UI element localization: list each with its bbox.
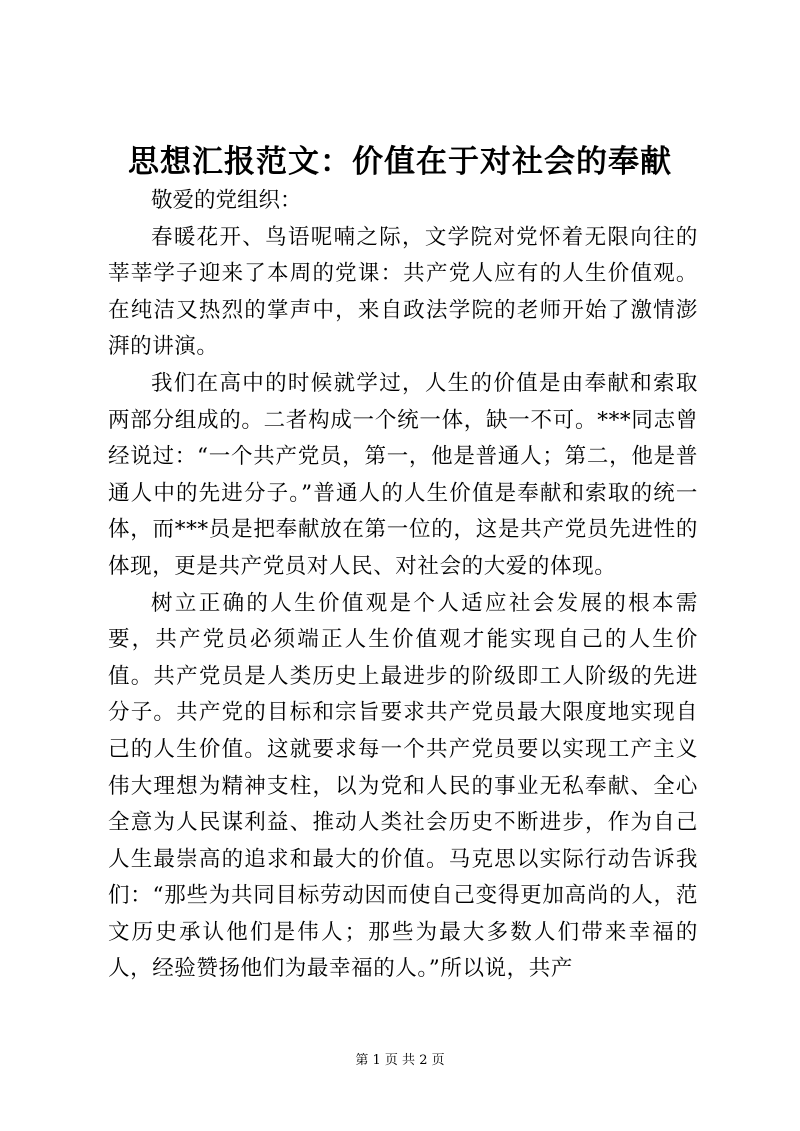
paragraph-2: 我们在高中的时候就学过，人生的价值是由奉献和索取两部分组成的。二者构成一个统一体，缺一不可。***同志曾经说过：“一个共产党员，第一，他是普通人；第二，他是普通人中的先进分子。”普通人的人生价值是奉献和索取的统一体，而***员是把奉献放在第一位的，这是共产党员先进性的体现，更是共产党员对人民、对社会的大爱的体现。 xyxy=(108,370,698,579)
paragraph-1: 春暖花开、鸟语呢喃之际，文学院对党怀着无限向往的莘莘学子迎来了本周的党课：共产党人应有的人生价值观。在纯洁又热烈的掌声中，来自政法学院的老师开始了激情澎湃的讲演。 xyxy=(108,224,698,360)
page-number-footer: 第 1 页 共 2 页 xyxy=(355,1053,445,1068)
salutation: 敬爱的党组织： xyxy=(151,188,302,213)
document-title: 思想汇报范文：价值在于对社会的奉献 xyxy=(128,144,672,180)
document-body xyxy=(108,183,698,988)
paragraph-3: 树立正确的人生价值观是个人适应社会发展的根本需要，共产党员必须端正人生价值观才能实现自己的人生价值。共产党员是人类历史上最进步的阶级即工人阶级的先进分子。共产党的目标和宗旨要求共产党员最大限度地实现自己的人生价值。这就要求每一个共产党员要以实现工产主义伟大理想为精神支柱，以为党和人民的事业无私奉献、全心全意为人民谋利益、推动人类社会历史不断进步，作为自己人生最崇高的追求和最大的价值。马克思以实际行动告诉我们：“那些为共同目标劳动因而使自己变得更加高尚的人，范文历史承认他们是伟人；那些为最大多数人们带来幸福的人，经验赞扬他们为最幸福的人。”所以说，共产 xyxy=(108,590,698,982)
